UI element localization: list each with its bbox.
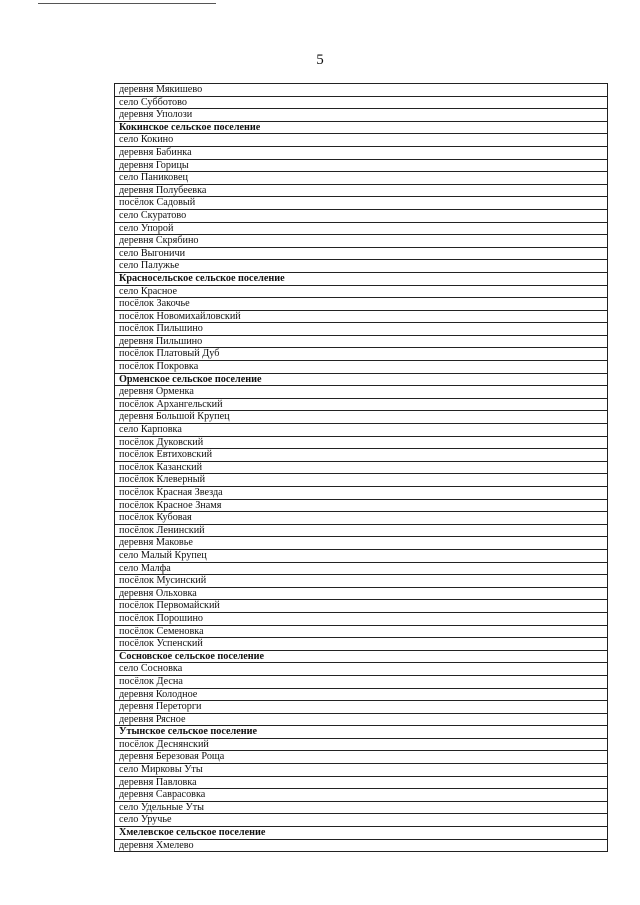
settlement-cell: деревня Хмелево	[115, 839, 608, 852]
settlement-row	[115, 96, 608, 109]
settlement-row	[115, 146, 608, 159]
settlement-row	[115, 235, 608, 248]
settlement-cell: посёлок Первомайский	[115, 600, 608, 613]
section-header-cell: Утынское сельское поселение	[115, 726, 608, 739]
settlement-row	[115, 209, 608, 222]
settlement-cell: село Выгоничи	[115, 247, 608, 260]
settlement-row	[115, 713, 608, 726]
settlement-row	[115, 600, 608, 613]
settlement-cell: посёлок Деснянский	[115, 738, 608, 751]
settlement-cell: посёлок Платовый Дуб	[115, 348, 608, 361]
settlement-row	[115, 260, 608, 273]
settlement-row	[115, 84, 608, 97]
section-header-row	[115, 827, 608, 840]
settlement-cell: посёлок Успенский	[115, 638, 608, 651]
section-header-cell: Сосновское сельское поселение	[115, 650, 608, 663]
settlement-row	[115, 398, 608, 411]
settlement-cell: село Удельные Уты	[115, 801, 608, 814]
settlement-row	[115, 625, 608, 638]
settlement-cell: деревня Пильшино	[115, 335, 608, 348]
settlement-row	[115, 549, 608, 562]
settlement-row	[115, 159, 608, 172]
settlement-row	[115, 285, 608, 298]
settlement-row	[115, 663, 608, 676]
settlement-cell: деревня Бабинка	[115, 146, 608, 159]
settlement-row	[115, 537, 608, 550]
settlement-cell: посёлок Ленинский	[115, 524, 608, 537]
settlement-row	[115, 814, 608, 827]
settlement-row	[115, 386, 608, 399]
settlement-row	[115, 575, 608, 588]
settlement-cell: село Сосновка	[115, 663, 608, 676]
settlement-row	[115, 436, 608, 449]
settlement-cell: село Малфа	[115, 562, 608, 575]
settlement-cell: село Субботово	[115, 96, 608, 109]
settlement-row	[115, 348, 608, 361]
settlements-table-body	[115, 84, 608, 852]
settlement-row	[115, 562, 608, 575]
settlement-cell: посёлок Закочье	[115, 298, 608, 311]
settlement-cell: деревня Рясное	[115, 713, 608, 726]
settlement-cell: посёлок Садовый	[115, 197, 608, 210]
settlement-row	[115, 612, 608, 625]
settlement-row	[115, 247, 608, 260]
settlement-row	[115, 638, 608, 651]
settlement-row	[115, 298, 608, 311]
settlement-cell: село Карповка	[115, 424, 608, 437]
settlement-row	[115, 424, 608, 437]
settlement-row	[115, 789, 608, 802]
settlement-cell: посёлок Новомихайловский	[115, 310, 608, 323]
section-header-row	[115, 650, 608, 663]
settlement-cell: деревня Орменка	[115, 386, 608, 399]
settlement-row	[115, 839, 608, 852]
settlement-row	[115, 172, 608, 185]
section-header-cell: Красносельское сельское поселение	[115, 272, 608, 285]
settlement-row	[115, 184, 608, 197]
settlement-cell: посёлок Мусинский	[115, 575, 608, 588]
settlement-cell: село Красное	[115, 285, 608, 298]
settlement-cell: село Мирковы Уты	[115, 764, 608, 777]
settlement-row	[115, 688, 608, 701]
settlement-cell: деревня Скрябино	[115, 235, 608, 248]
settlement-cell: деревня Маковье	[115, 537, 608, 550]
settlement-cell: село Малый Крупец	[115, 549, 608, 562]
section-header-cell: Кокинское сельское поселение	[115, 121, 608, 134]
settlement-row	[115, 701, 608, 714]
settlement-cell: посёлок Кубовая	[115, 512, 608, 525]
settlement-row	[115, 512, 608, 525]
settlement-cell: село Паниковец	[115, 172, 608, 185]
settlement-row	[115, 751, 608, 764]
settlement-row	[115, 323, 608, 336]
settlement-cell: посёлок Красное Знамя	[115, 499, 608, 512]
settlement-cell: деревня Павловка	[115, 776, 608, 789]
settlement-row	[115, 487, 608, 500]
settlement-row	[115, 109, 608, 122]
settlement-cell: деревня Горицы	[115, 159, 608, 172]
section-header-cell: Орменское сельское поселение	[115, 373, 608, 386]
settlement-cell: посёлок Десна	[115, 675, 608, 688]
settlement-cell: посёлок Клеверный	[115, 474, 608, 487]
settlement-row	[115, 776, 608, 789]
settlement-row	[115, 134, 608, 147]
settlement-cell: село Скуратово	[115, 209, 608, 222]
page-number: 5	[316, 52, 324, 68]
settlement-row	[115, 474, 608, 487]
settlements-table	[114, 83, 608, 852]
settlement-row	[115, 738, 608, 751]
settlement-row	[115, 587, 608, 600]
settlement-cell: деревня Савраcовка	[115, 789, 608, 802]
settlement-cell: деревня Большой Крупец	[115, 411, 608, 424]
settlement-row	[115, 361, 608, 374]
section-header-row	[115, 726, 608, 739]
settlement-cell: посёлок Семеновка	[115, 625, 608, 638]
settlement-cell: посёлок Евтиховский	[115, 449, 608, 462]
settlement-cell: деревня Ольховка	[115, 587, 608, 600]
settlement-cell: село Кокино	[115, 134, 608, 147]
settlement-row	[115, 524, 608, 537]
settlement-row	[115, 675, 608, 688]
section-header-cell: Хмелевское сельское поселение	[115, 827, 608, 840]
section-header-row	[115, 121, 608, 134]
settlement-cell: посёлок Дуковский	[115, 436, 608, 449]
settlement-cell: деревня Уполози	[115, 109, 608, 122]
section-header-row	[115, 373, 608, 386]
settlement-cell: деревня Полубеевка	[115, 184, 608, 197]
settlement-row	[115, 449, 608, 462]
settlement-cell: посёлок Красная Звезда	[115, 487, 608, 500]
settlement-row	[115, 197, 608, 210]
settlement-row	[115, 310, 608, 323]
settlement-cell: село Палужье	[115, 260, 608, 273]
settlement-cell: деревня Переторги	[115, 701, 608, 714]
settlement-cell: село Уручье	[115, 814, 608, 827]
settlement-cell: посёлок Порошино	[115, 612, 608, 625]
settlement-row	[115, 764, 608, 777]
settlement-cell: посёлок Пильшино	[115, 323, 608, 336]
settlement-row	[115, 222, 608, 235]
settlement-row	[115, 461, 608, 474]
section-header-row	[115, 272, 608, 285]
settlement-cell: деревня Березовая Роща	[115, 751, 608, 764]
settlement-cell: посёлок Казанский	[115, 461, 608, 474]
settlement-row	[115, 499, 608, 512]
settlement-cell: деревня Мякишево	[115, 84, 608, 97]
settlement-cell: посёлок Архангельский	[115, 398, 608, 411]
settlement-cell: село Упорой	[115, 222, 608, 235]
settlement-cell: деревня Колодное	[115, 688, 608, 701]
settlement-row	[115, 335, 608, 348]
header-rule	[38, 3, 216, 4]
settlement-cell: посёлок Покровка	[115, 361, 608, 374]
settlement-row	[115, 801, 608, 814]
settlement-row	[115, 411, 608, 424]
